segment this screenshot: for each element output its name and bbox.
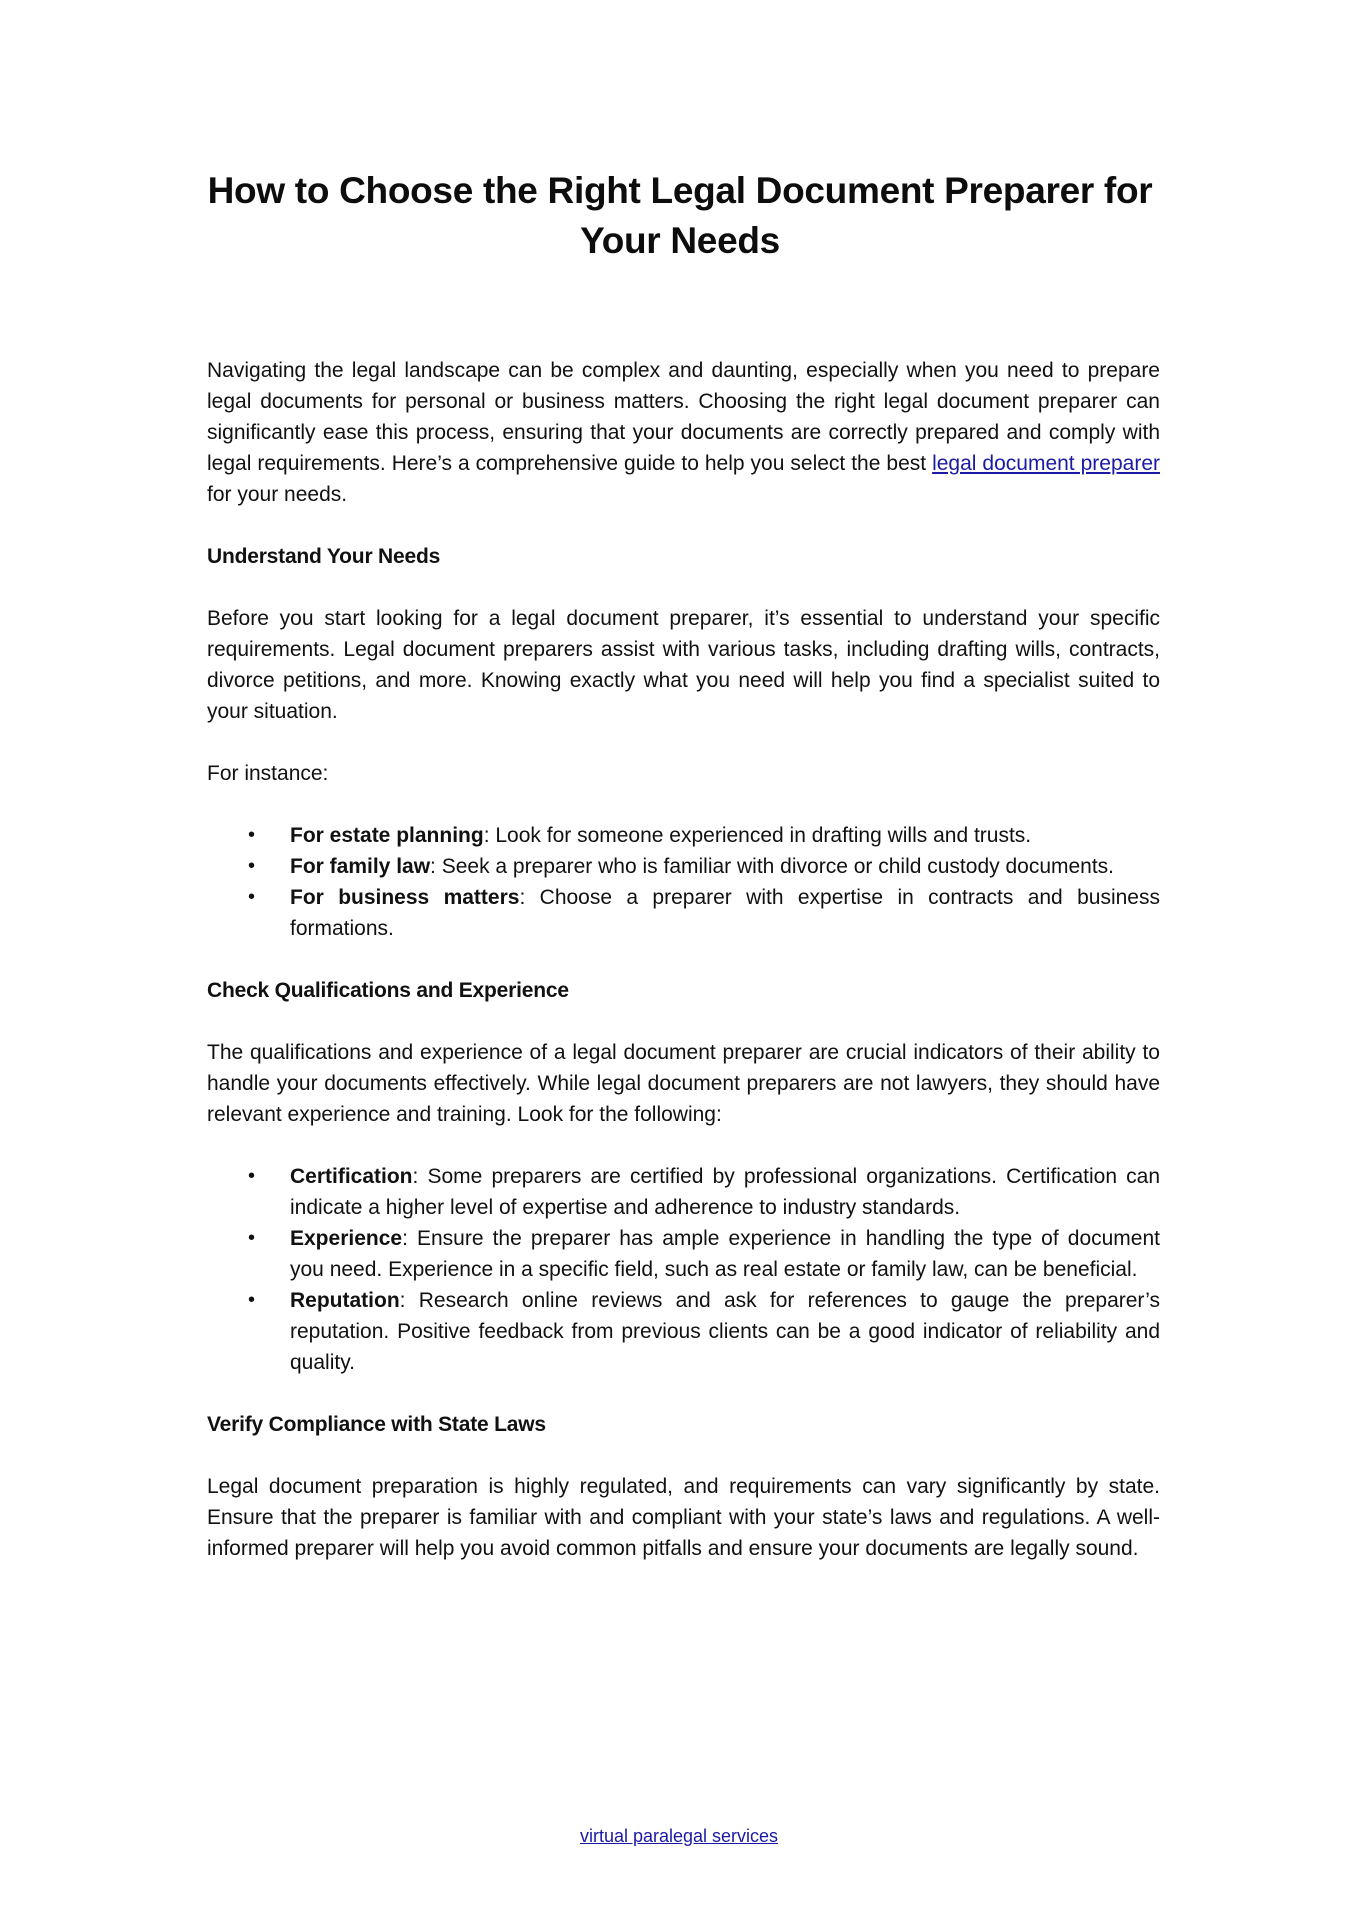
section-heading-understand-needs: Understand Your Needs bbox=[207, 545, 441, 568]
bullet-icon: • bbox=[248, 855, 256, 877]
bullet-icon: • bbox=[248, 1289, 256, 1311]
section-heading-qualifications: Check Qualifications and Experience bbox=[207, 979, 569, 1002]
list-item: • For estate planning: Look for someone experienced in drafting wills and trusts. bbox=[207, 820, 1160, 851]
bullet-icon: • bbox=[248, 886, 256, 908]
section-paragraph: Before you start looking for a legal document preparer, it’s essential to understand your specific requirements. Legal document preparers assist with various tasks, including drafting wills, contracts, divorce petitions, and more. Knowing exactly what you need will help you find a specialist suited to your situation. bbox=[207, 607, 1160, 723]
bullet-icon: • bbox=[248, 1227, 256, 1249]
list-item: • Reputation: Research online reviews and ask for references to gauge the preparer’s reputation. Positive feedback from previous clients can be a good indicator of reliability and quality. bbox=[207, 1285, 1160, 1378]
section-paragraph: The qualifications and experience of a legal document preparer are crucial indicators of their ability to handle your documents effectively. While legal document preparers are not lawyers, they should have relevant experience and training. Look for the following: bbox=[207, 1041, 1160, 1126]
page-title: How to Choose the Right Legal Document Preparer for Your Needs bbox=[207, 170, 1153, 261]
lead-in-text: For instance: bbox=[207, 762, 329, 785]
document-body bbox=[207, 355, 1160, 1564]
list-item: • Experience: Ensure the preparer has ample experience in handling the type of document you need. Experience in a specific field, such as real estate or family law, can be beneficial. bbox=[207, 1223, 1160, 1285]
bullet-icon: • bbox=[248, 824, 256, 846]
list-item: • For family law: Seek a preparer who is familiar with divorce or child custody documents. bbox=[207, 851, 1160, 882]
legal-document-preparer-link[interactable]: legal document preparer bbox=[932, 452, 1160, 475]
section-heading-state-laws: Verify Compliance with State Laws bbox=[207, 1413, 546, 1436]
virtual-paralegal-services-link[interactable]: virtual paralegal services bbox=[579, 1826, 779, 1846]
intro-paragraph: Navigating the legal landscape can be complex and daunting, especially when you need to prepare legal documents for personal or business matters. Choosing the right legal document preparer can significantly ease this process, ensuring that your documents are correctly prepared and comply with legal requirements. Here’s a comprehensive guide to help you select the best legal document preparer for your needs. bbox=[207, 359, 1160, 506]
section-paragraph: Legal document preparation is highly regulated, and requirements can vary significantly by state. Ensure that the preparer is familiar with and compliant with your state’s laws and regulations. A well-informed preparer will help you avoid common pitfalls and ensure your documents are legally sound. bbox=[207, 1475, 1160, 1560]
list-item: • Certification: Some preparers are certified by professional organizations. Certification can indicate a higher level of expertise and adherence to industry standards. bbox=[207, 1161, 1160, 1223]
qualifications-list bbox=[207, 1161, 1160, 1378]
bullet-icon: • bbox=[248, 1165, 256, 1187]
needs-list bbox=[207, 820, 1160, 944]
footer bbox=[0, 1824, 1358, 1848]
list-item: • For business matters: Choose a preparer with expertise in contracts and business formations. bbox=[207, 882, 1160, 944]
